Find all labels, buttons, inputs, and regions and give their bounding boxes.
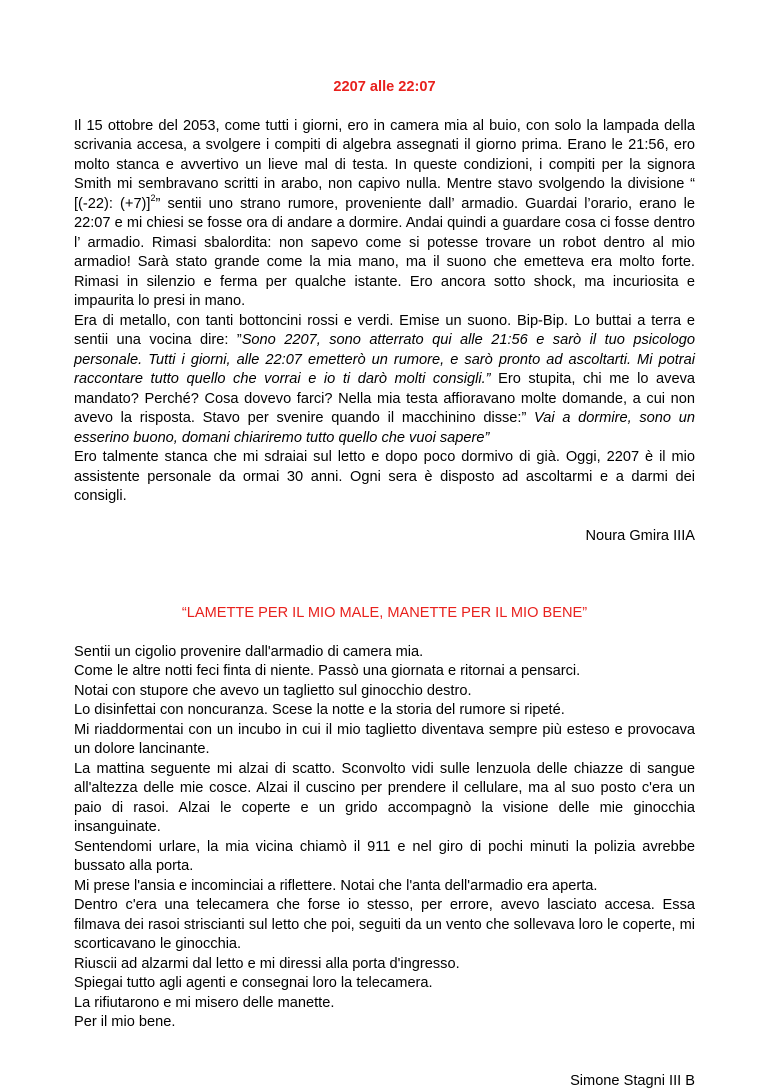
story2-line: Dentro c'era una telecamera che forse io stesso, per errore, avevo lasciato accesa. Essa filmava dei rasoi striscianti sul letto che poi, seguiti da un vento che sollevava loro le coperte, mi scorticavano le ginocchia. (74, 896, 695, 955)
story2-line: Sentii un cigolio provenire dall'armadio di camera mia. (74, 643, 695, 663)
story2-line: Mi prese l'ansia e incominciai a riflettere. Notai che l'anta dell'armadio era aperta. (74, 877, 695, 897)
story2-line: Spiegai tutto agli agenti e consegnai loro la telecamera. (74, 974, 695, 994)
story2-line: Lo disinfettai con noncuranza. Scese la notte e la storia del rumore si ripeté. (74, 701, 695, 721)
story2-line: Notai con stupore che avevo un taglietto sul ginocchio destro. (74, 682, 695, 702)
exponent: 2 (150, 193, 155, 203)
story2-line: Per il mio bene. (74, 1013, 695, 1033)
story2-title: “LAMETTE PER IL MIO MALE, MANETTE PER IL MIO BENE” (74, 604, 695, 624)
robot-speech-1: Sono 2207, sono atterrato qui alle 21:56 e sarò il tuo psicologo personale. Tutti i giorni, alle 22:07 emetterò un rumore, e sarò pronto ad ascoltarti. Mi potrai raccontare tutto quello che vorrai e io ti darò molti consigli.” (74, 332, 695, 387)
story2-line: Come le altre notti feci finta di niente. Passò una giornata e ritornai a pensarci. (74, 662, 695, 682)
story1-paragraph-3: Ero talmente stanca che mi sdraiai sul letto e dopo poco dormivo di già. Oggi, 2207 è il mio assistente personale da ormai 30 anni. Ogni sera è disposto ad ascoltarmi e a darmi dei consigli. (74, 448, 695, 507)
story1-paragraph-2-text-a: Era di metallo, con tanti bottoncini rossi e verdi. Emise un suono. Bip-Bip. Lo buttai a terra e sentii una vocina dire: ” (74, 313, 695, 349)
story2-line: Sentendomi urlare, la mia vicina chiamò il 911 e nel giro di pochi minuti la polizia avrebbe bussato alla porta. (74, 838, 695, 877)
story1-paragraph-1-text-b: ” sentii uno strano rumore, proveniente dall’ armadio. Guardai l’orario, erano le 22:07 e mi chiesi se fosse ora di andare a dormire. Andai quindi a guardare cosa ci fosse dentro l’ armadio. Rimasi sbalordita: non sapevo come si potesse trovare un robot dentro al mio armadio! Sarà stato grande come la mia mano, ma il suono che emetteva era molto forte. Rimasi in silenzio e ferma per qualche istante. Ero ancora sotto shock, ma incuriosita e impaurita lo presi in mano. (74, 196, 695, 310)
story2-line: Mi riaddormentai con un incubo in cui il mio taglietto diventava sempre più esteso e provocava un dolore lancinante. (74, 721, 695, 760)
story1-paragraph-1-text-a: Il 15 ottobre del 2053, come tutti i giorni, ero in camera mia al buio, con solo la lampada della scrivania accesa, a svolgere i compiti di algebra assegnati il giorno prima. Erano le 21:56, ero molto stanca e avvertivo un lieve mal di testa. In queste condizioni, i compiti per la signora Smith mi sembravano scritti in arabo, non capivo nulla. Mentre stavo svolgendo la divisione “ [(-22): (+7)] (74, 118, 695, 212)
story1-paragraph-1 (74, 117, 695, 312)
story1-title: 2207 alle 22:07 (74, 78, 695, 98)
story2-line: La rifiutarono e mi misero delle manette. (74, 994, 695, 1014)
story1-author: Noura Gmira IIIA (74, 527, 695, 547)
story2-body (74, 643, 695, 1033)
story1-paragraph-2-text-b: Ero stupita, chi me lo aveva mandato? Perché? Cosa dovevo farci? Nella mia testa affioravano molte domande, a cui non avevo la risposta. Stavo per svenire quando il macchinino disse:” (74, 371, 695, 426)
document-page (74, 78, 695, 1091)
robot-speech-2: Vai a dormire, sono un esserino buono, domani chiariremo tutto quello che vuoi sapere” (74, 410, 695, 446)
story2-line: La mattina seguente mi alzai di scatto. Sconvolto vidi sulle lenzuola delle chiazze di sangue all'altezza delle mie cosce. Alzai il cuscino per prendere il cellulare, ma al suo posto c'era un paio di rasoi. Alzai le coperte e un grido accompagnò la visione delle mie ginocchia insanguinate. (74, 760, 695, 838)
story2-author: Simone Stagni III B (74, 1072, 695, 1091)
story1-paragraph-2 (74, 312, 695, 449)
story2-line: Riuscii ad alzarmi dal letto e mi diressi alla porta d'ingresso. (74, 955, 695, 975)
